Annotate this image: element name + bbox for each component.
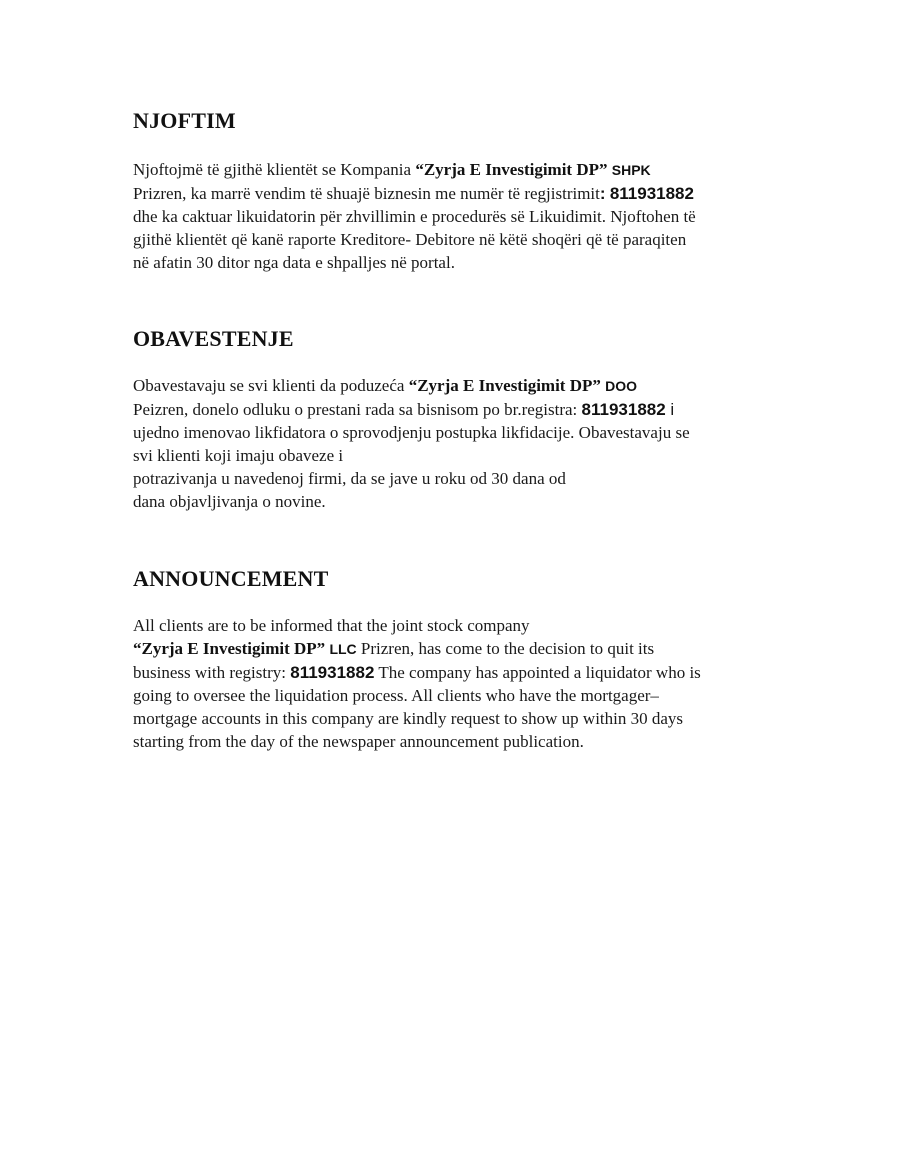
paragraph-line: svi klienti koji imaju obaveze i	[133, 446, 344, 465]
paragraph-line: dana objavljivanja o novine.	[133, 492, 326, 511]
paragraph-obavestenje	[133, 374, 793, 513]
section-obavestenje	[133, 326, 793, 513]
company-name: “Zyrja E Investigimit DP”	[415, 160, 608, 179]
company-type: LLC	[329, 641, 357, 657]
paragraph-line: dhe ka caktuar likuidatorin për zhvillimin e procedurës së Likuidimit. Njoftohen të	[133, 207, 696, 226]
paragraph-line: potrazivanja u navedenoj firmi, da se jave u roku od 30 dana od	[133, 469, 566, 488]
paragraph-line	[133, 182, 793, 205]
text-run: i	[665, 400, 675, 419]
paragraph-line: në afatin 30 ditor nga data e shpalljes në portal.	[133, 253, 455, 272]
paragraph-njoftim	[133, 158, 793, 274]
company-name: “Zyrja E Investigimit DP”	[133, 639, 326, 658]
registry-number: 811931882	[581, 400, 666, 419]
text-run: Prizren, has come to the decision to quit its	[356, 639, 655, 658]
text-run: Prizren, ka marrë vendim të shuajë biznesin me numër të regjistrimit	[133, 184, 600, 203]
heading-njoftim: NJOFTIM	[133, 108, 236, 133]
paragraph-line	[133, 158, 793, 182]
paragraph-line: ujedno imenovao likfidatora o sprovodjenju postupka likfidacije. Obavestavaju se	[133, 423, 690, 442]
colon: :	[599, 184, 606, 203]
text-run: The company has appointed a liquidator who is	[374, 663, 701, 682]
paragraph-line: mortgage accounts in this company are kindly request to show up within 30 days	[133, 709, 684, 728]
company-type: DOO	[605, 378, 638, 394]
company-type: SHPK	[611, 162, 651, 178]
paragraph-line: going to oversee the liquidation process. All clients who have the mortgager–	[133, 686, 659, 705]
paragraph-line: starting from the day of the newspaper announcement publication.	[133, 732, 584, 751]
paragraph-line: All clients are to be informed that the joint stock company	[133, 616, 530, 635]
paragraph-line	[133, 374, 793, 398]
heading-obavestenje: OBAVESTENJE	[133, 326, 294, 351]
registry-number: 811931882	[609, 184, 694, 203]
company-name: “Zyrja E Investigimit DP”	[408, 376, 601, 395]
text-run: Peizren, donelo odluku o prestani rada sa bisnisom po br.registra:	[133, 400, 582, 419]
section-njoftim	[133, 108, 793, 274]
paragraph-line: gjithë klientët që kanë raporte Kreditore- Debitore në këtë shoqëri që të paraqiten	[133, 230, 687, 249]
text-run: Njoftojmë të gjithë klientët se Kompania	[133, 160, 416, 179]
section-announcement	[133, 566, 793, 753]
registry-number: 811931882	[290, 663, 375, 682]
paragraph-line	[133, 637, 793, 661]
paragraph-announcement	[133, 614, 793, 753]
text-run: business with registry:	[133, 663, 291, 682]
paragraph-line	[133, 398, 793, 421]
paragraph-line	[133, 661, 793, 684]
heading-announcement: ANNOUNCEMENT	[133, 566, 329, 591]
text-run: Obavestavaju se svi klienti da poduzeća	[133, 376, 409, 395]
